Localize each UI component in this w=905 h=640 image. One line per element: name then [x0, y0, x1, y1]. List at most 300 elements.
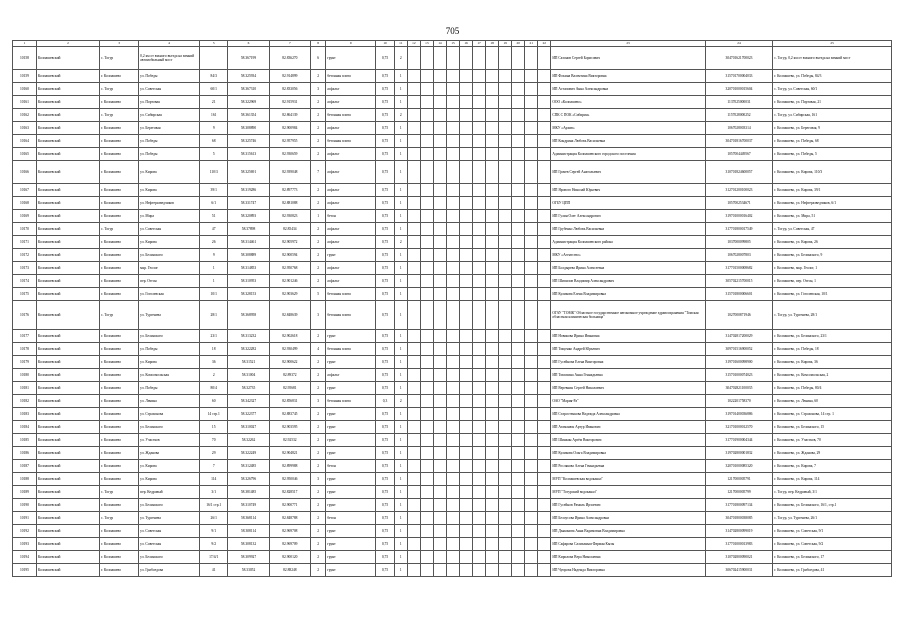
table-cell [486, 564, 499, 577]
table-cell: 10170 [13, 223, 37, 236]
table-cell [512, 301, 525, 330]
table-cell [407, 447, 420, 460]
table-cell: бетонная плита [326, 288, 376, 301]
table-cell [446, 148, 459, 161]
table-cell [407, 109, 420, 122]
table-cell: 10160 [13, 83, 37, 96]
table-cell [420, 288, 433, 301]
table-cell [407, 564, 420, 577]
table-cell [525, 135, 538, 148]
table-cell: г. Колпашево [100, 408, 139, 421]
table-cell: г. Колпашево [100, 538, 139, 551]
table-cell: грунт [326, 408, 376, 421]
table-cell: 2 [311, 551, 326, 564]
table-cell: асфальт [326, 122, 376, 135]
table-cell: ул. Участков [139, 434, 200, 447]
table-cell: с. Тогур, ул. Советская, 60/1 [773, 83, 892, 96]
table-cell: 82.930499 [269, 343, 310, 356]
table-cell [446, 47, 459, 70]
table-cell [499, 96, 512, 109]
table-cell: 58.308132 [228, 538, 269, 551]
table-cell [459, 564, 472, 577]
table-cell [525, 197, 538, 210]
table-cell [433, 343, 446, 356]
table-cell: ул. Мира [139, 210, 200, 223]
table-cell [433, 460, 446, 473]
table-cell: 110/3 [200, 161, 228, 184]
table-cell: 1 [394, 223, 407, 236]
table-cell: с. Тогур [100, 301, 139, 330]
table-cell: ул. Победы [139, 135, 200, 148]
table-cell [512, 369, 525, 382]
table-cell: г. Колпашево [100, 330, 139, 343]
table-cell [486, 249, 499, 262]
table-cell: 321701000012570 [705, 421, 772, 434]
table-cell: 1 [394, 197, 407, 210]
table-cell: 2 [311, 434, 326, 447]
table-cell: 2 [311, 275, 326, 288]
table-cell: ул. Советская [139, 83, 200, 96]
table-cell: ул. Кирова [139, 460, 200, 473]
table-cell: мкр. Геолог [139, 262, 200, 275]
table-cell: ОАО "Мария-Ра" [551, 395, 705, 408]
table-cell: ИП Ярового Николай Юрьевич [551, 184, 705, 197]
table-cell: г. Колпашево [100, 356, 139, 369]
table-cell: 2 [311, 421, 326, 434]
table-cell: 82.85434 [269, 223, 310, 236]
table-cell [538, 249, 551, 262]
table-cell: 10194 [13, 551, 37, 564]
table-cell: Колпашевский [36, 70, 99, 83]
table-cell: 304701800038085 [705, 512, 772, 525]
table-cell: 1137025000031 [705, 96, 772, 109]
table-cell [538, 408, 551, 421]
table-cell: 2 [311, 460, 326, 473]
table-cell [446, 109, 459, 122]
table-cell [433, 135, 446, 148]
table-cell: ИП Грачев Сергей Анатольевич [551, 161, 705, 184]
table-cell [538, 525, 551, 538]
column-number-cell: 19 [499, 41, 512, 47]
table-cell [499, 301, 512, 330]
table-cell [538, 460, 551, 473]
table-cell [538, 83, 551, 96]
table-cell [407, 434, 420, 447]
table-cell [512, 236, 525, 249]
table-cell: 10168 [13, 197, 37, 210]
column-number-cell: 20 [512, 41, 525, 47]
table-cell: 0,75 [376, 512, 394, 525]
table-cell: 0,75 [376, 330, 394, 343]
table-cell: ИП Тимохина Анна Геннадьевна [551, 369, 705, 382]
table-row [13, 184, 892, 197]
table-cell: 0,75 [376, 184, 394, 197]
table-cell: Колпашевский [36, 421, 99, 434]
table-cell: бетонная плита [326, 109, 376, 122]
table-row [13, 460, 892, 473]
table-cell [525, 486, 538, 499]
table-cell [446, 301, 459, 330]
table-cell [538, 499, 551, 512]
table-cell [525, 109, 538, 122]
table-cell: 41 [200, 564, 228, 577]
table-cell [459, 301, 472, 330]
table-cell [499, 236, 512, 249]
table-cell [538, 262, 551, 275]
table-cell: 1 [394, 473, 407, 486]
column-number-cell: 2 [36, 41, 99, 47]
table-cell [512, 96, 525, 109]
table-cell: 1 [394, 447, 407, 460]
table-cell: 1 [394, 122, 407, 135]
table-cell [486, 275, 499, 288]
table-cell: 29 [200, 447, 228, 460]
table-cell: ул. Советская [139, 525, 200, 538]
column-number-cell: 24 [705, 41, 772, 47]
table-cell: 10162 [13, 109, 37, 122]
table-cell: с. Тогур, ул. Советская, 47 [773, 223, 892, 236]
table-cell [512, 275, 525, 288]
table-cell: 1057004449567 [705, 148, 772, 161]
table-cell [446, 551, 459, 564]
table-cell [473, 382, 486, 395]
table-cell: асфальт [326, 262, 376, 275]
table-row [13, 249, 892, 262]
table-cell: 0,75 [376, 236, 394, 249]
table-cell [473, 356, 486, 369]
table-cell: г. Колпашево, ул. Участков, 70 [773, 434, 892, 447]
table-row [13, 197, 892, 210]
table-cell [433, 262, 446, 275]
table-cell [512, 47, 525, 70]
table-cell: Колпашевский [36, 551, 99, 564]
table-cell: ИП Гулин Олег Александрович [551, 210, 705, 223]
column-number-cell: 6 [228, 41, 269, 47]
table-cell [446, 564, 459, 577]
table-cell: 0,75 [376, 486, 394, 499]
table-cell [538, 395, 551, 408]
table-cell: ул. Белинского [139, 499, 200, 512]
table-cell [525, 96, 538, 109]
table-cell: 0,75 [376, 343, 394, 356]
table-cell: г. Колпашево [100, 499, 139, 512]
table-row [13, 447, 892, 460]
table-cell: 2 [311, 223, 326, 236]
table-cell: 2 [311, 499, 326, 512]
table-cell [525, 525, 538, 538]
table-cell: 0,75 [376, 109, 394, 122]
table-cell: 9 [200, 249, 228, 262]
table-cell: ИП Шипилов Владимир Александрович [551, 275, 705, 288]
table-cell: 1027000871946 [705, 301, 772, 330]
table-cell [433, 122, 446, 135]
table-cell: г. Колпашево [100, 564, 139, 577]
table-cell: 58.326796 [228, 473, 269, 486]
table-cell [538, 330, 551, 343]
table-cell: ИП Шинкин Артём Викторович [551, 434, 705, 447]
table-cell: грунт [326, 249, 376, 262]
table-cell [525, 499, 538, 512]
table-cell: Колпашевский [36, 382, 99, 395]
table-cell [420, 330, 433, 343]
table-cell: ул. Страхонова [139, 408, 200, 421]
table-cell: 82.903629 [269, 288, 310, 301]
table-cell [473, 223, 486, 236]
column-number-cell: 8 [311, 41, 326, 47]
table-cell: 10159 [13, 70, 37, 83]
table-cell [512, 70, 525, 83]
table-row [13, 369, 892, 382]
table-cell: 0,75 [376, 356, 394, 369]
table-cell: Колпашевский [36, 460, 99, 473]
table-cell: 114 [200, 473, 228, 486]
table-row [13, 161, 892, 184]
table-row [13, 70, 892, 83]
table-cell: 10187 [13, 460, 37, 473]
table-cell: г. Колпашево, ул. Кирова, 7 [773, 460, 892, 473]
table-cell [525, 301, 538, 330]
table-cell [512, 408, 525, 421]
table-cell: ООО «Колпашево» [551, 96, 705, 109]
table-cell: 82.95681 [269, 382, 310, 395]
table-cell: 0,75 [376, 148, 394, 161]
table-row [13, 512, 892, 525]
column-number-cell: 14 [433, 41, 446, 47]
table-cell [407, 210, 420, 223]
table-cell: 82.900771 [269, 499, 310, 512]
table-cell [499, 83, 512, 96]
table-cell: г. Колпашево, ул. Комсомольская, 2 [773, 369, 892, 382]
table-cell: 2 [311, 512, 326, 525]
table-cell: г. Колпашево, ул. Белинского, 17 [773, 551, 892, 564]
table-cell [538, 223, 551, 236]
table-cell: 82.969709 [269, 538, 310, 551]
table-cell [433, 47, 446, 70]
table-cell [512, 197, 525, 210]
table-cell: 1 [394, 96, 407, 109]
table-cell [525, 382, 538, 395]
table-cell [512, 499, 525, 512]
table-cell [486, 408, 499, 421]
table-cell: Колпашевский [36, 262, 99, 275]
table-cell [459, 197, 472, 210]
table-cell [538, 434, 551, 447]
table-cell [525, 473, 538, 486]
table-cell: 82.901246 [269, 275, 310, 288]
table-cell [446, 122, 459, 135]
table-cell [525, 236, 538, 249]
table-cell: 0,75 [376, 473, 394, 486]
table-cell [512, 382, 525, 395]
table-cell: г. Колпашево [100, 288, 139, 301]
table-cell [486, 109, 499, 122]
table-cell: 2 [311, 184, 326, 197]
table-cell: 84/3 [200, 70, 228, 83]
table-cell: 82.930823 [269, 210, 310, 223]
table-cell: 10193 [13, 538, 37, 551]
table-cell: 58.32262 [228, 434, 269, 447]
table-cell [433, 369, 446, 382]
table-cell [512, 161, 525, 184]
table-cell [486, 486, 499, 499]
table-cell: 317701800097134 [705, 499, 772, 512]
table-cell [499, 499, 512, 512]
table-cell [538, 96, 551, 109]
table-cell [459, 47, 472, 70]
table-cell: грунт [326, 486, 376, 499]
table-cell: Колпашевский [36, 564, 99, 577]
table-cell: 2 [311, 538, 326, 551]
table-cell: Колпашевский [36, 512, 99, 525]
table-cell [459, 330, 472, 343]
table-cell [446, 330, 459, 343]
table-cell: 58.319286 [228, 184, 269, 197]
table-cell: г. Колпашево, ул. Белинского, 15 [773, 421, 892, 434]
table-cell: 16/1 стр.1 [200, 499, 228, 512]
table-cell: 58.322969 [228, 96, 269, 109]
table-cell: 58.312485 [228, 460, 269, 473]
table-cell: г. Колпашево, ул. Белинского, 23/1 [773, 330, 892, 343]
table-cell [538, 148, 551, 161]
table-cell: 0,75 [376, 47, 394, 70]
table-cell [446, 382, 459, 395]
table-cell [407, 96, 420, 109]
table-cell: 82.950046 [269, 473, 310, 486]
table-row [13, 109, 892, 122]
table-cell [538, 197, 551, 210]
table-cell: 0,75 [376, 551, 394, 564]
table-cell [433, 96, 446, 109]
table-cell: 0,75 [376, 564, 394, 577]
table-cell [420, 551, 433, 564]
table-cell [446, 223, 459, 236]
table-cell: г. Колпашево, ул. Мира, 51 [773, 210, 892, 223]
table-cell [486, 369, 499, 382]
table-cell: ул. Портовая [139, 96, 200, 109]
table-cell: 1 [394, 343, 407, 356]
table-cell: 2 [311, 236, 326, 249]
table-cell: 58.367310 [228, 83, 269, 96]
table-cell [459, 473, 472, 486]
table-cell: ул. Кирова [139, 473, 200, 486]
table-cell: Колпашевский [36, 369, 99, 382]
table-cell: 0,3 [376, 395, 394, 408]
table-cell [407, 356, 420, 369]
table-row [13, 356, 892, 369]
table-cell: 60/1 [200, 83, 228, 96]
table-cell: 10186 [13, 447, 37, 460]
table-cell: 304701621700023 [705, 47, 772, 70]
table-cell [538, 486, 551, 499]
table-cell: 82.950768 [269, 262, 310, 275]
table-cell [512, 184, 525, 197]
table-cell [433, 288, 446, 301]
table-cell: 0,75 [376, 369, 394, 382]
table-cell: 2 [311, 122, 326, 135]
table-cell [459, 421, 472, 434]
table-cell [473, 408, 486, 421]
table-row [13, 564, 892, 577]
table-cell [433, 564, 446, 577]
table-cell: 3 [311, 395, 326, 408]
table-cell: г. Колпашево, ул. Кирова, 39/1 [773, 184, 892, 197]
table-cell [486, 473, 499, 486]
table-cell [473, 161, 486, 184]
table-cell [433, 421, 446, 434]
table-cell [420, 210, 433, 223]
table-cell [446, 236, 459, 249]
table-cell [525, 512, 538, 525]
table-cell: 58.309927 [228, 551, 269, 564]
table-cell [473, 447, 486, 460]
table-cell [433, 551, 446, 564]
table-cell: ИП Куликова Елена Владимировна [551, 288, 705, 301]
table-cell [200, 47, 228, 70]
table-cell [420, 564, 433, 577]
table-cell: 317701000013983 [705, 538, 772, 551]
table-cell: г. Колпашево, ул. Ленина, 60 [773, 395, 892, 408]
table-cell [486, 551, 499, 564]
table-cell: 1 [311, 210, 326, 223]
table-cell: 5 [200, 148, 228, 161]
table-cell: 1 [200, 262, 228, 275]
table-cell [538, 47, 551, 70]
table-cell: грунт [326, 434, 376, 447]
table-cell: грунт [326, 47, 376, 70]
column-number-cell: 7 [269, 41, 310, 47]
table-cell: 1 [394, 249, 407, 262]
table-cell: ул. Победы [139, 343, 200, 356]
table-cell: 58.331747 [228, 197, 269, 210]
table-cell: грунт [326, 551, 376, 564]
table-cell: Колпашевский [36, 47, 99, 70]
table-cell: 1 [394, 262, 407, 275]
table-cell: 82.904821 [269, 447, 310, 460]
table-cell: ул. Тургенева [139, 301, 200, 330]
table-cell: г. Колпашево [100, 447, 139, 460]
table-cell: асфальт [326, 223, 376, 236]
table-cell: 1 [394, 301, 407, 330]
table-cell: 310702800090021 [705, 551, 772, 564]
table-cell: Колпашевский [36, 473, 99, 486]
table-cell: 312701200100023 [705, 184, 772, 197]
table-cell: г. Колпашево [100, 184, 139, 197]
table-cell: МКУ «Агентство» [551, 249, 705, 262]
table-cell: 2 [311, 382, 326, 395]
table-cell [486, 512, 499, 525]
table-cell [525, 460, 538, 473]
table-cell: 58.310027 [228, 421, 269, 434]
table-cell [433, 197, 446, 210]
table-cell [407, 395, 420, 408]
table-cell: 0,75 [376, 262, 394, 275]
table-cell [512, 343, 525, 356]
table-cell: 82.897773 [269, 184, 310, 197]
table-cell [499, 486, 512, 499]
table-cell: 161 [200, 109, 228, 122]
table-cell: 1 [394, 161, 407, 184]
table-cell: ИП Рослякова Алена Геннадьевна [551, 460, 705, 473]
table-cell: 82.833056 [269, 83, 310, 96]
table-cell: 1 [394, 369, 407, 382]
table-cell [486, 421, 499, 434]
table-cell: 10191 [13, 512, 37, 525]
table-cell: 58.368114 [228, 512, 269, 525]
table-cell [486, 223, 499, 236]
table-cell: 7 [311, 161, 326, 184]
table-cell [512, 434, 525, 447]
table-cell: Колпашевский [36, 408, 99, 421]
